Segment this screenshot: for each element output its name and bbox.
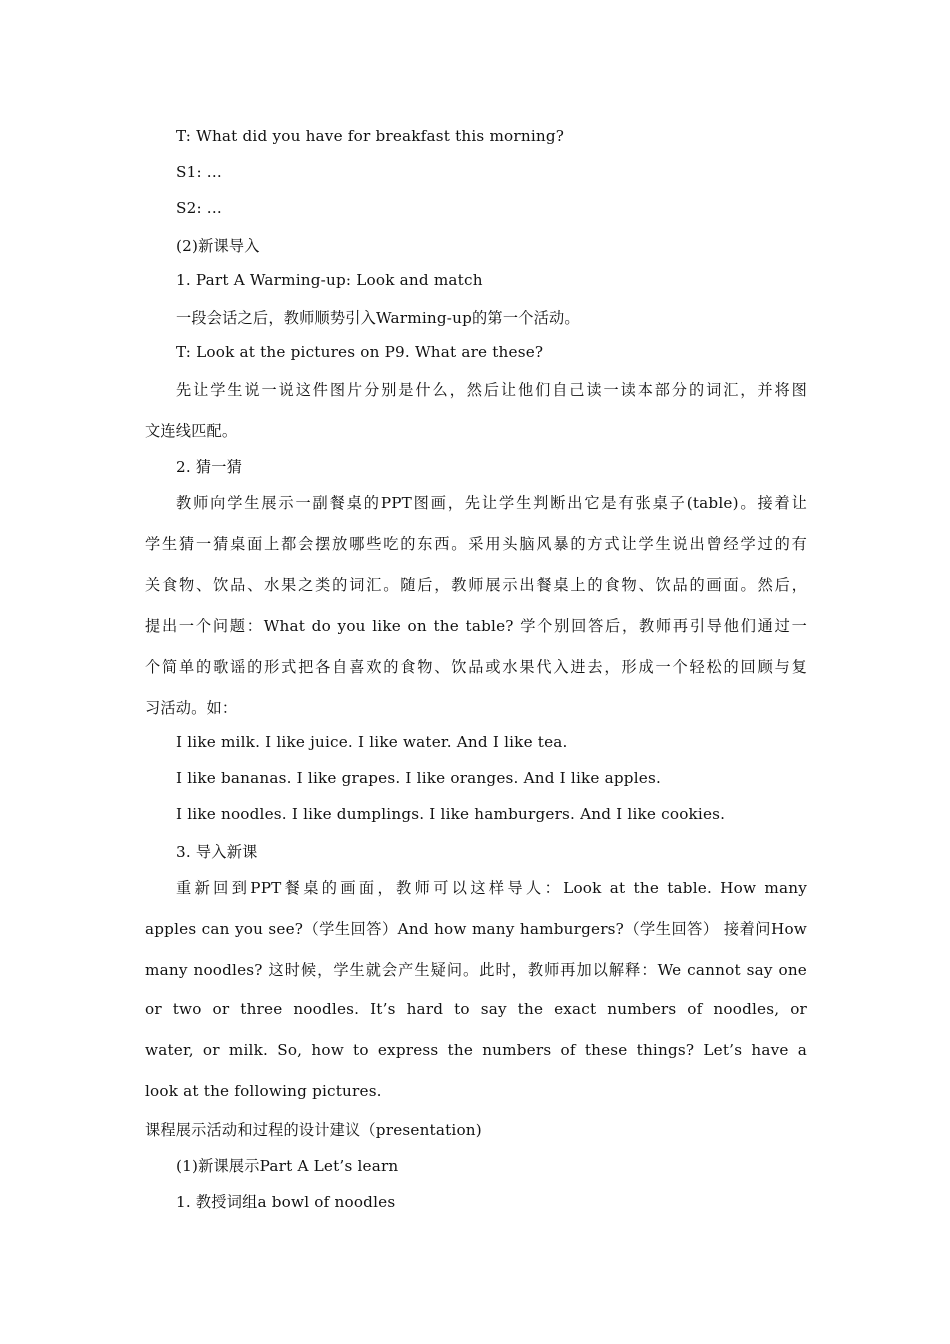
paragraph-line: 一段会话之后，教师顺势引入Warming-up的第一个活动。 bbox=[176, 309, 580, 327]
chant-line: I like bananas. I like grapes. I like oranges. And I like apples. bbox=[176, 769, 661, 787]
paragraph-line: water, or milk. So, how to express the numbers of these things? Let’s have a bbox=[145, 1041, 807, 1059]
step-heading-teach-phrase: 1. 教授词组a bowl of noodles bbox=[176, 1193, 396, 1211]
chant-line: I like noodles. I like dumplings. I like hamburgers. And I like cookies. bbox=[176, 805, 726, 823]
paragraph-line: 关食物、饮品、水果之类的词汇。随后，教师展示出餐桌上的食物、饮品的画面。然后， bbox=[145, 576, 807, 594]
paragraph-line: 教师向学生展示一副餐桌的PPT图画，先让学生判断出它是有张桌子(table)。接着让 bbox=[176, 494, 807, 512]
section-heading-presentation: 课程展示活动和过程的设计建议（presentation) bbox=[145, 1121, 482, 1139]
paragraph-line: or two or three noodles. It’s hard to say the exact numbers of noodles, or bbox=[145, 1000, 807, 1018]
paragraph-line: 提出一个问题：What do you like on the table? 学个别回答后，教师再引导他们通过一 bbox=[145, 617, 807, 635]
dialog-line-teacher: T: Look at the pictures on P9. What are these? bbox=[176, 343, 544, 361]
paragraph-line: 学生猜一猜桌面上都会摆放哪些吃的东西。采用头脑风暴的方式让学生说出曾经学过的有 bbox=[145, 535, 807, 553]
section-subheading-lets-learn: (1)新课展示Part A Let’s learn bbox=[176, 1157, 399, 1175]
paragraph-line: 先让学生说一说这件图片分别是什么，然后让他们自己读一读本部分的词汇，并将图 bbox=[176, 381, 807, 399]
chant-line: I like milk. I like juice. I like water. And I like tea. bbox=[176, 733, 568, 751]
paragraph-line: apples can you see?（学生回答）And how many hamburgers?（学生回答） 接着问How bbox=[145, 920, 807, 938]
dialog-line-teacher: T: What did you have for breakfast this morning? bbox=[176, 127, 565, 145]
paragraph-line: look at the following pictures. bbox=[145, 1082, 382, 1100]
step-heading-warming-up: 1. Part A Warming-up: Look and match bbox=[176, 271, 483, 289]
paragraph-line: 重新回到PPT餐桌的画面，教师可以这样导人：Look at the table. How many bbox=[176, 879, 807, 897]
paragraph-line: 个简单的歌谣的形式把各自喜欢的食物、饮品或水果代入进去，形成一个轻松的回顾与复 bbox=[145, 658, 807, 676]
paragraph-line: 习活动。如： bbox=[145, 699, 238, 717]
paragraph-line: many noodles? 这时候，学生就会产生疑问。此时，教师再加以解释：We cannot say one bbox=[145, 961, 807, 979]
dialog-line-s2: S2: ... bbox=[176, 199, 222, 217]
step-heading-guess: 2. 猜一猜 bbox=[176, 458, 243, 476]
dialog-line-s1: S1: ... bbox=[176, 163, 222, 181]
step-heading-lead-in: 3. 导入新课 bbox=[176, 843, 258, 861]
section-heading-new-lesson-intro: (2)新课导入 bbox=[176, 237, 260, 255]
paragraph-line: 文连线匹配。 bbox=[145, 422, 238, 440]
